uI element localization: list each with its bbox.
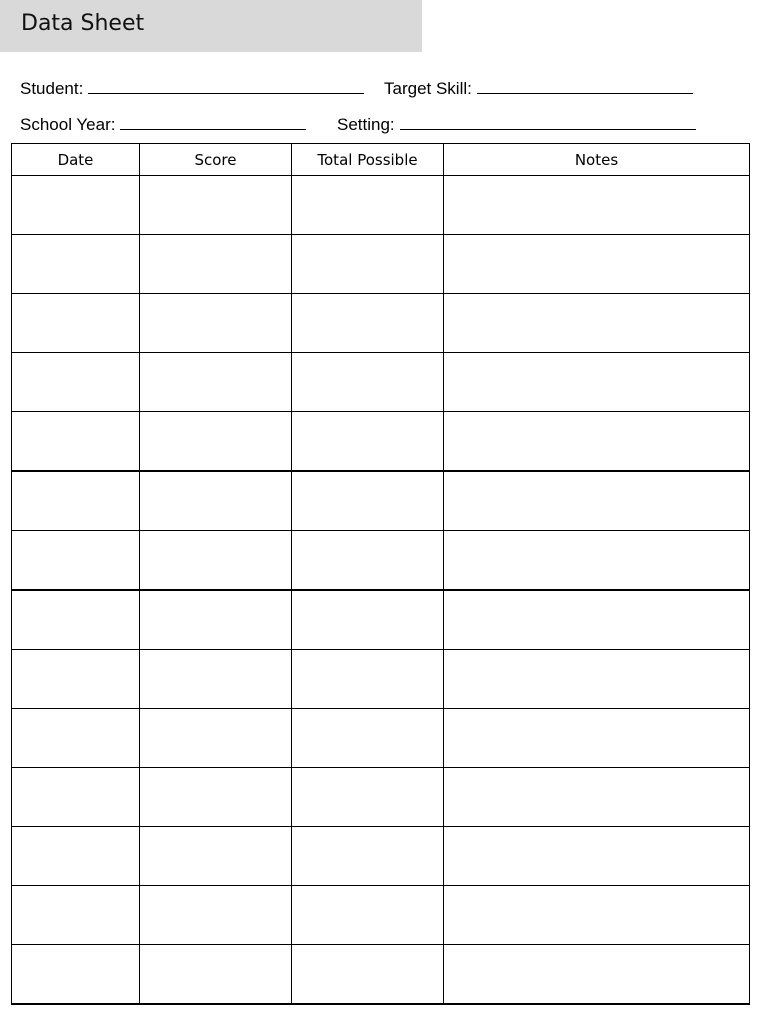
header-total-possible: Total Possible [292,144,444,176]
score-cell[interactable] [140,235,292,294]
total-possible-cell[interactable] [292,235,444,294]
setting-blank-line[interactable] [400,129,696,130]
notes-cell[interactable] [444,471,750,531]
table-row [12,709,750,768]
student-field[interactable] [20,78,364,100]
title-banner [0,0,422,52]
notes-cell[interactable] [444,294,750,353]
notes-cell[interactable] [444,886,750,945]
table-row [12,945,750,1005]
score-cell[interactable] [140,531,292,591]
date-cell[interactable] [12,294,140,353]
total-possible-cell[interactable] [292,886,444,945]
date-cell[interactable] [12,709,140,768]
total-possible-cell[interactable] [292,945,444,1005]
target-skill-blank-line[interactable] [477,93,693,94]
target-skill-field[interactable] [384,78,693,100]
score-cell[interactable] [140,768,292,827]
total-possible-cell[interactable] [292,650,444,709]
notes-cell[interactable] [444,176,750,235]
score-cell[interactable] [140,650,292,709]
score-cell[interactable] [140,590,292,650]
score-cell[interactable] [140,827,292,886]
total-possible-cell[interactable] [292,471,444,531]
date-cell[interactable] [12,176,140,235]
date-cell[interactable] [12,353,140,412]
school-year-field[interactable] [20,114,306,136]
table-row [12,176,750,235]
table-row [12,235,750,294]
score-cell[interactable] [140,945,292,1005]
info-row-2 [0,114,768,138]
page-title: Data Sheet [21,11,145,36]
table-row [12,412,750,472]
header-notes: Notes [444,144,750,176]
notes-cell[interactable] [444,945,750,1005]
header-date: Date [12,144,140,176]
table-row [12,531,750,591]
total-possible-cell[interactable] [292,353,444,412]
score-cell[interactable] [140,353,292,412]
date-cell[interactable] [12,827,140,886]
date-cell[interactable] [12,471,140,531]
table-row [12,650,750,709]
header-score: Score [140,144,292,176]
setting-field[interactable] [337,114,696,136]
total-possible-cell[interactable] [292,294,444,353]
total-possible-cell[interactable] [292,827,444,886]
setting-label: Setting: [337,115,395,134]
score-cell[interactable] [140,709,292,768]
date-cell[interactable] [12,886,140,945]
table-header-row [12,144,750,176]
score-cell[interactable] [140,176,292,235]
school-year-label: School Year: [20,115,116,134]
target-skill-label: Target Skill: [384,79,472,98]
table-row [12,886,750,945]
notes-cell[interactable] [444,531,750,591]
date-cell[interactable] [12,235,140,294]
student-blank-line[interactable] [88,93,364,94]
notes-cell[interactable] [444,768,750,827]
score-cell[interactable] [140,412,292,472]
date-cell[interactable] [12,768,140,827]
score-cell[interactable] [140,471,292,531]
date-cell[interactable] [12,531,140,591]
table-row [12,471,750,531]
total-possible-cell[interactable] [292,531,444,591]
info-row-1 [0,78,768,102]
date-cell[interactable] [12,412,140,472]
data-table [11,143,750,1005]
student-label: Student: [20,79,84,98]
date-cell[interactable] [12,590,140,650]
score-cell[interactable] [140,294,292,353]
total-possible-cell[interactable] [292,768,444,827]
total-possible-cell[interactable] [292,709,444,768]
notes-cell[interactable] [444,353,750,412]
notes-cell[interactable] [444,235,750,294]
score-cell[interactable] [140,886,292,945]
table-row [12,294,750,353]
total-possible-cell[interactable] [292,590,444,650]
table-row [12,353,750,412]
school-year-blank-line[interactable] [120,129,306,130]
notes-cell[interactable] [444,590,750,650]
notes-cell[interactable] [444,827,750,886]
notes-cell[interactable] [444,650,750,709]
table-row [12,590,750,650]
notes-cell[interactable] [444,412,750,472]
table-row [12,768,750,827]
total-possible-cell[interactable] [292,176,444,235]
notes-cell[interactable] [444,709,750,768]
table-body [12,176,750,1005]
date-cell[interactable] [12,945,140,1005]
date-cell[interactable] [12,650,140,709]
table-row [12,827,750,886]
total-possible-cell[interactable] [292,412,444,472]
